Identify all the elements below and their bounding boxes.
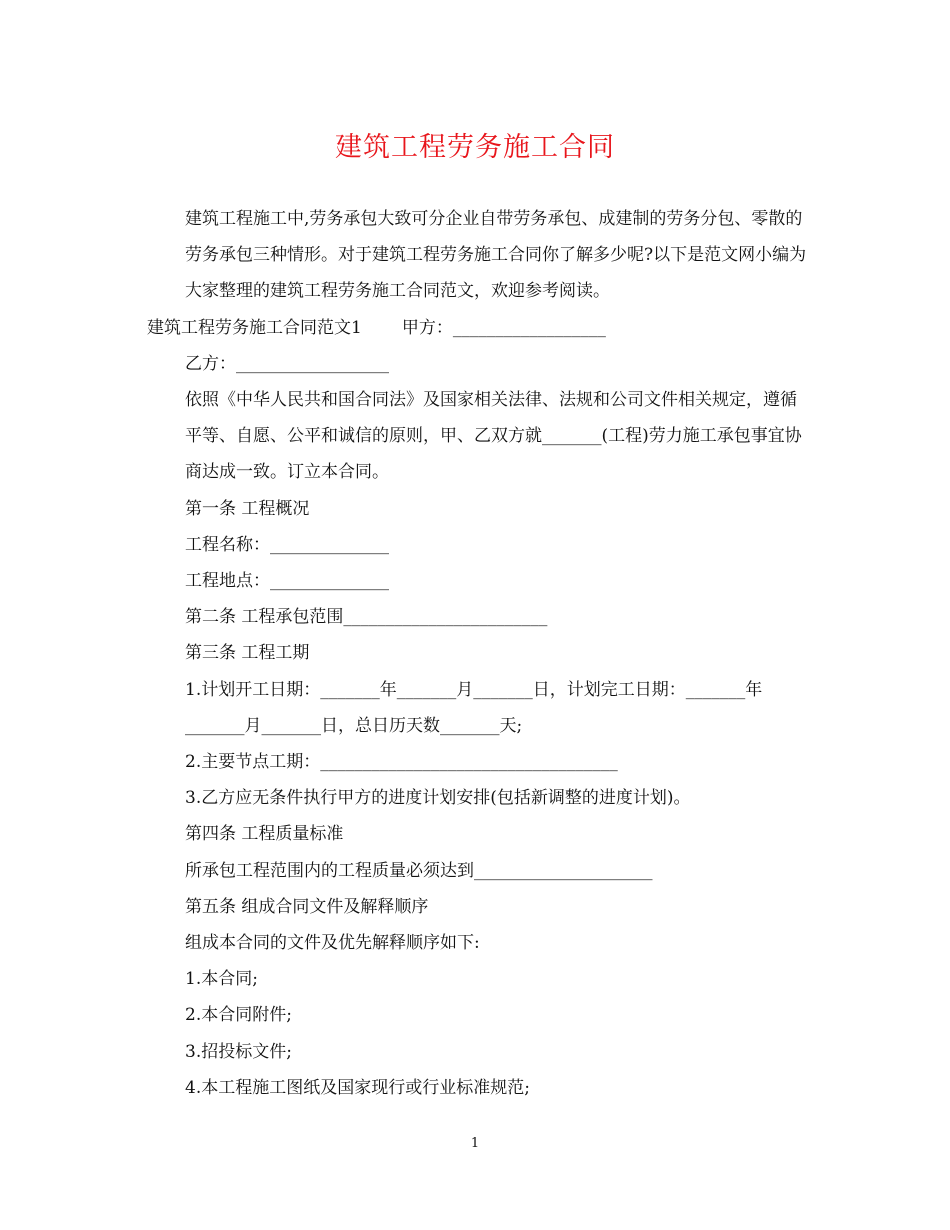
document-order-item: 1.本合同;	[185, 969, 258, 990]
document-body	[147, 201, 807, 1106]
quality-standard-field: 所承包工程范围内的工程质量必须达到_____________________	[185, 860, 653, 881]
article-5-heading: 第五条 组成合同文件及解释顺序	[185, 896, 429, 917]
milestone-item: 2.主要节点工期：___________________________________	[185, 752, 618, 773]
document-order-intro: 组成本合同的文件及优先解释顺序如下:	[185, 933, 480, 954]
sample-heading-line	[147, 310, 807, 346]
intro-paragraph: 建筑工程施工中,劳务承包大致可分企业自带劳务承包、成建制的劳务分包、零散的劳务承包三种情形。对于建筑工程劳务施工合同你了解多少呢?以下是范文网小编为大家整理的建筑工程劳务施工合同范文，欢迎参考阅读。	[185, 209, 807, 302]
document-order-item: 3.招投标文件;	[185, 1041, 292, 1062]
article-3-heading: 第三条 工程工期	[185, 643, 310, 664]
schedule-compliance-item: 3.乙方应无条件执行甲方的进度计划安排(包括新调整的进度计划)。	[185, 788, 691, 809]
document-order-item: 4.本工程施工图纸及国家现行或行业标准规范;	[185, 1077, 530, 1098]
project-location-field: 工程地点：______________	[185, 571, 389, 592]
article-1-heading: 第一条 工程概况	[185, 498, 310, 519]
document-title: 建筑工程劳务施工合同	[335, 132, 615, 163]
party-a-field: 甲方：__________________	[401, 317, 606, 338]
article-2-heading: 第二条 工程承包范围________________________	[185, 607, 548, 628]
preamble-paragraph: 依照《中华人民共和国合同法》及国家相关法律、法规和公司文件相关规定，遵循平等、自愿、公平和诚信的原则，甲、乙双方就_______(工程)劳力施工承包事宜协商达成一致。订立本合同。	[185, 390, 802, 483]
article-4-heading: 第四条 工程质量标准	[185, 824, 344, 845]
sample-heading: 建筑工程劳务施工合同范文1	[147, 317, 362, 338]
project-name-field: 工程名称：______________	[185, 534, 389, 555]
page-number: 1	[470, 1136, 480, 1151]
party-b-field: 乙方：__________________	[185, 353, 389, 374]
schedule-dates-item: 1.计划开工日期：_______年_______月_______日，计划完工日期：_______年_______月_______日，总日历天数_______天;	[185, 679, 763, 736]
document-order-item: 2.本合同附件;	[185, 1005, 292, 1026]
